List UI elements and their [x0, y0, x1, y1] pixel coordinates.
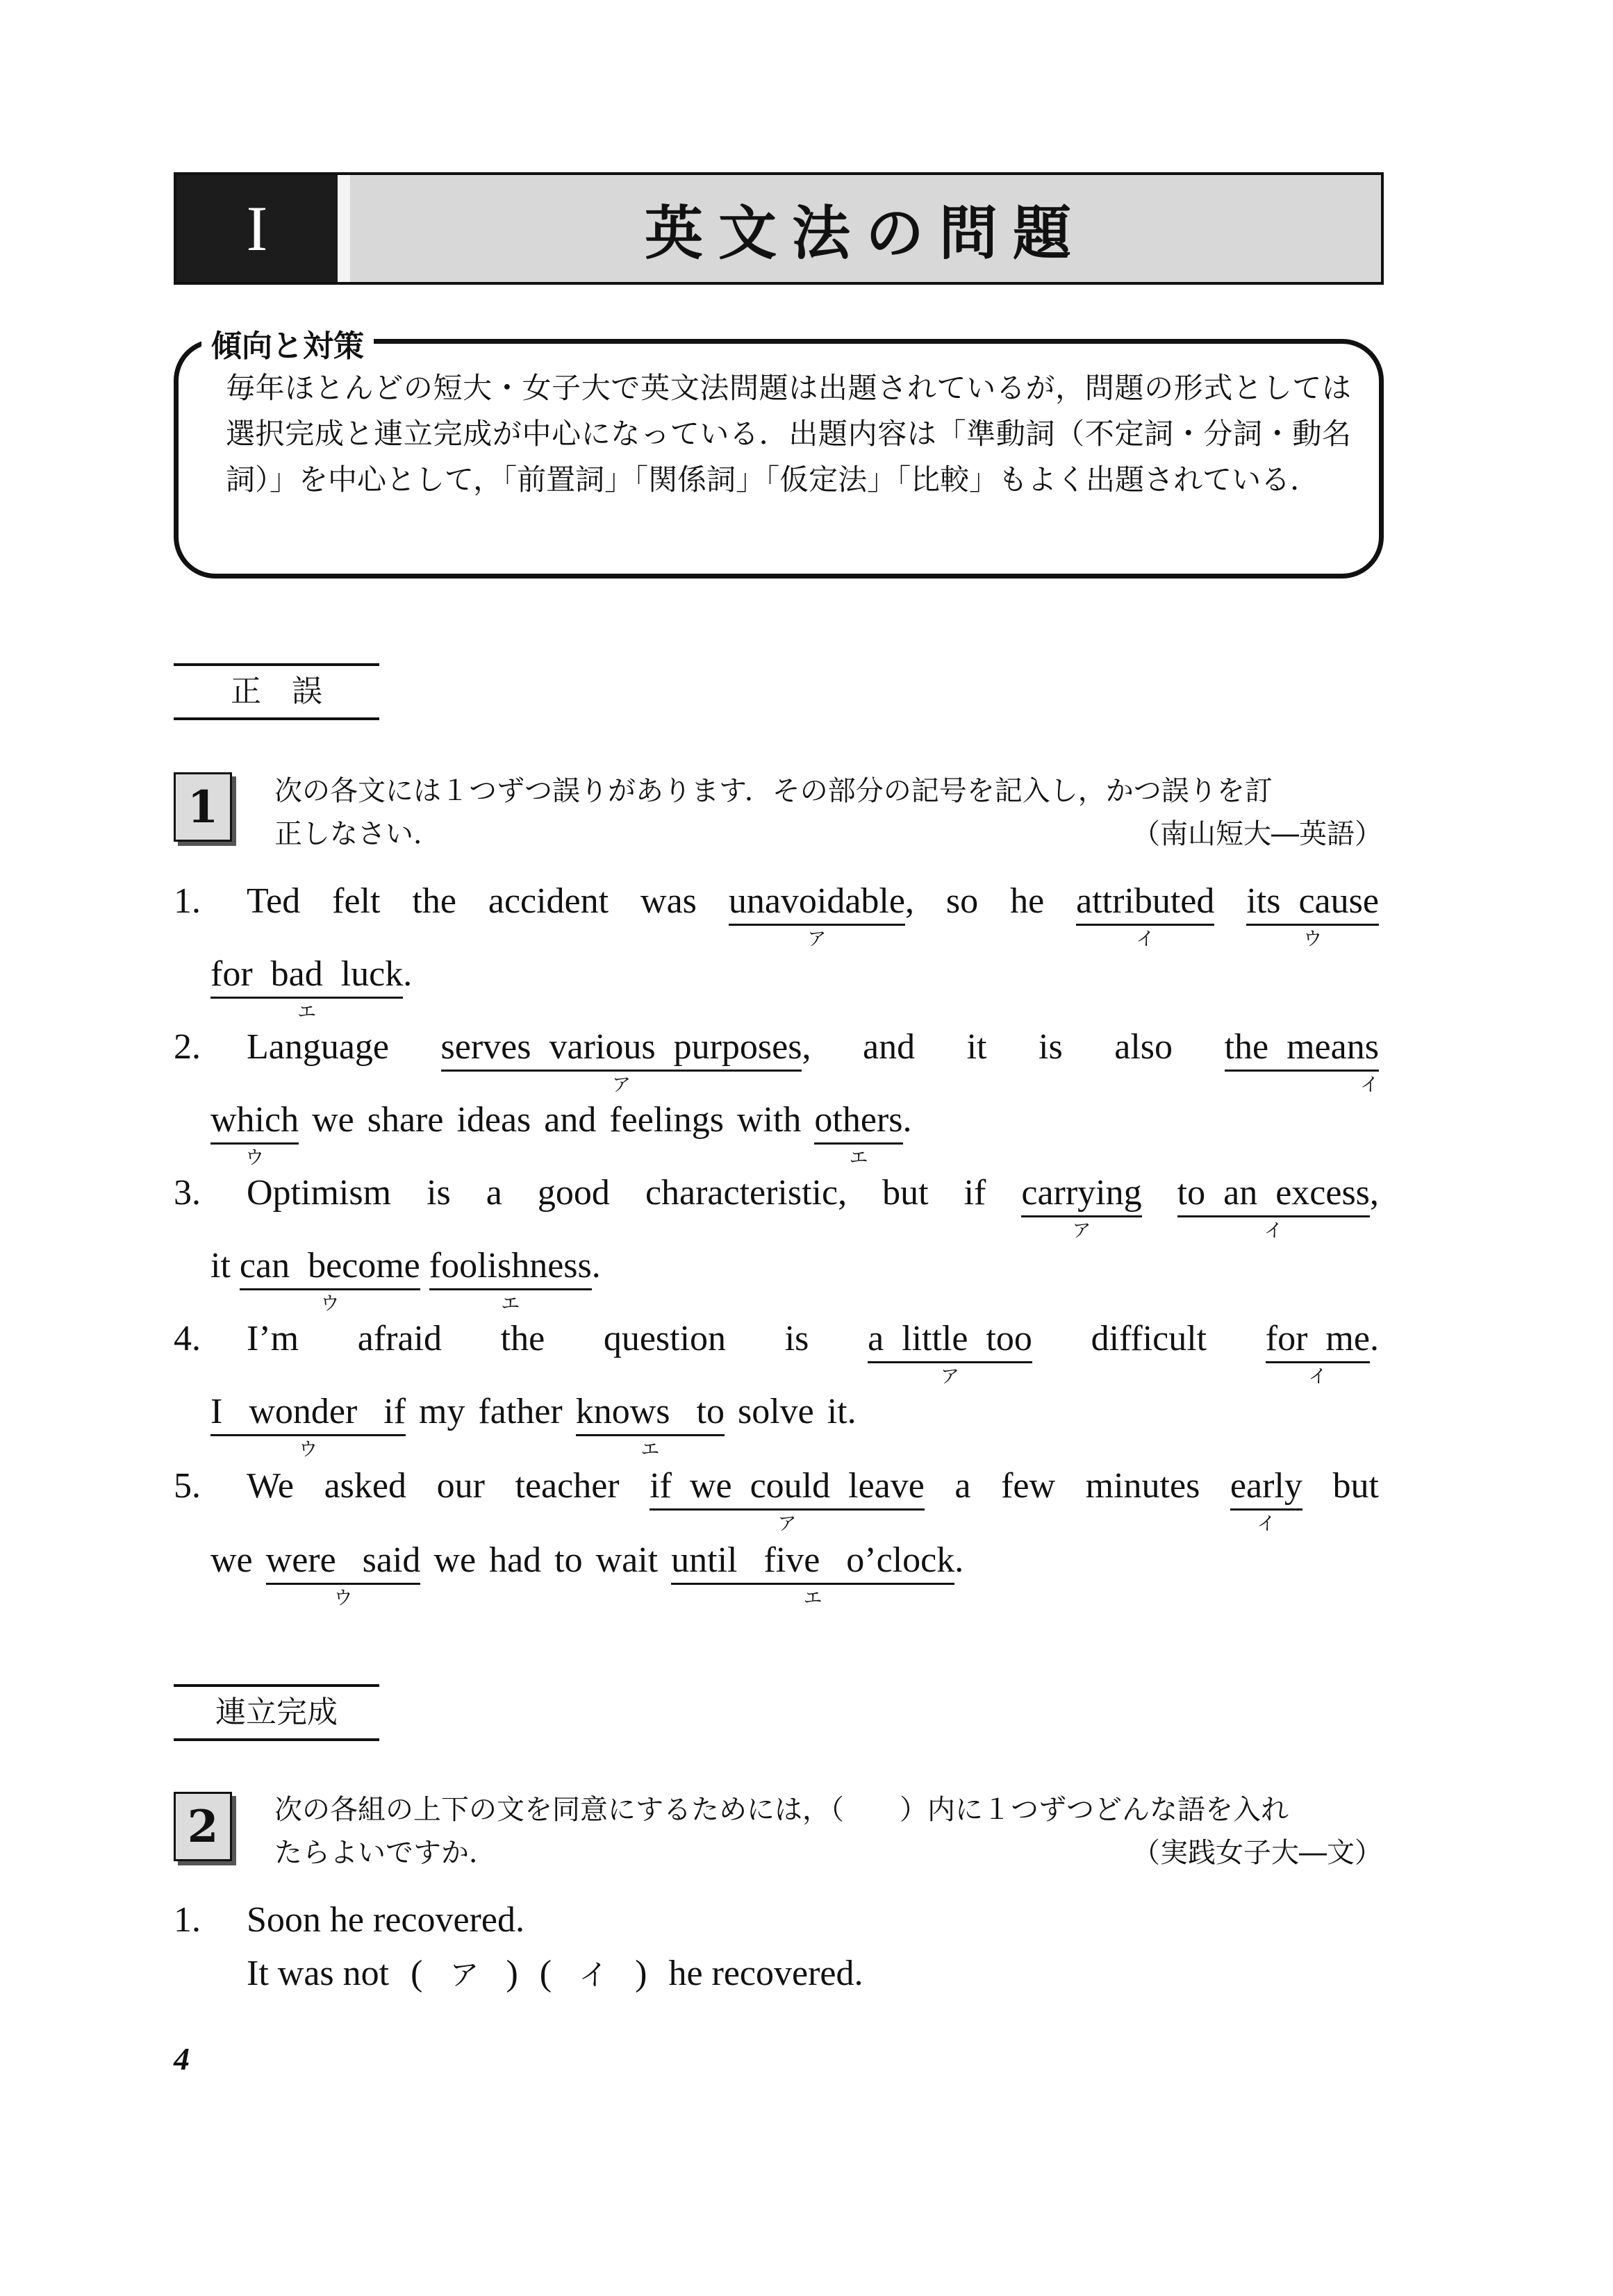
item-number: 1. — [174, 1900, 201, 1940]
option-marker: エ — [501, 1293, 520, 1315]
option-marker: イ — [1308, 1366, 1327, 1388]
tendency-heading: 傾向と対策 — [201, 321, 374, 365]
underlined-option: if we could leave ア — [650, 1466, 925, 1535]
question-source: （実践女子大―文） — [1132, 1837, 1382, 1869]
instruction-line: 次の各組の上下の文を同意にするためには，（ ）内に１つずつどんな語を入れ — [274, 1794, 1289, 1826]
word: is — [1039, 1027, 1063, 1067]
word: minutes — [1085, 1466, 1200, 1506]
sentence-line: for bad luck エ . — [210, 954, 413, 1023]
word: Ted — [247, 881, 301, 921]
underlined-option: unavoidable ア — [728, 881, 905, 950]
underlined-option: until five o’clock エ — [671, 1540, 955, 1609]
word: We — [247, 1466, 294, 1506]
instruction-line: 次の各文には１つずつ誤りがあります．その部分の記号を記入し，かつ誤りを訂 — [274, 775, 1273, 807]
option-marker: イ — [1359, 1074, 1379, 1096]
underlined-option: were said ウ — [265, 1540, 421, 1609]
sentence-line: 3. Optimism is a good characteristic, but if carrying ア to an excess イ , — [174, 1173, 1379, 1242]
option-marker: ウ — [320, 1293, 340, 1315]
question-number: 2 — [187, 1800, 219, 1853]
sentence-line: which ウ we share ideas and feelings with others エ . — [210, 1100, 912, 1169]
option-marker: イ — [1257, 1513, 1276, 1535]
underlined-option: foolishness エ — [429, 1246, 592, 1315]
underlined-option: others エ — [814, 1100, 903, 1169]
option-marker: ウ — [1303, 929, 1323, 950]
word: if — [963, 1173, 986, 1213]
underlined-option: can become ウ — [239, 1246, 420, 1315]
underlined-option: its cause ウ — [1246, 881, 1379, 950]
word: a — [954, 1466, 971, 1506]
word: accident — [488, 881, 609, 921]
chapter-number: I — [176, 175, 338, 282]
word: our — [436, 1466, 485, 1506]
word: also — [1114, 1027, 1173, 1067]
option-marker: ア — [807, 929, 827, 950]
word: but — [882, 1173, 929, 1213]
page-number: 4 — [174, 2041, 190, 2077]
word: characteristic, — [645, 1173, 847, 1213]
word: Optimism — [247, 1173, 392, 1213]
underlined-option: attributed イ — [1076, 881, 1215, 950]
blank-label: ア — [449, 1958, 479, 1992]
banner-divider — [338, 175, 350, 282]
sentence-line: 4. I’m afraid the question is a little too ア difficult for me イ . — [174, 1319, 1379, 1388]
section-title-paired-sentences: 連立完成 — [174, 1684, 379, 1741]
underlined-option: a little too ア — [868, 1319, 1032, 1388]
word: a — [486, 1173, 502, 1213]
word: afraid — [357, 1319, 442, 1358]
underlined-option: for me イ — [1265, 1319, 1370, 1388]
word: is — [427, 1173, 451, 1213]
word: was — [640, 881, 697, 921]
word: the — [500, 1319, 545, 1358]
item-number: 4. — [174, 1319, 201, 1358]
sentence-line: 1. Ted felt the accident was unavoidable ア , so he attributed イ its cause ウ — [174, 881, 1379, 950]
option-marker: エ — [849, 1147, 868, 1169]
underlined-option: knows to エ — [575, 1392, 725, 1461]
sentence-line: 1. Soon he recovered. — [174, 1900, 524, 1940]
word: he — [1010, 881, 1045, 921]
word: so — [945, 881, 979, 921]
question-instruction — [274, 1788, 1382, 1874]
word: difficult — [1091, 1319, 1207, 1358]
option-marker: ア — [612, 1074, 631, 1096]
word: teacher — [515, 1466, 620, 1506]
underlined-option: the means イ — [1224, 1027, 1379, 1096]
option-marker: ア — [1072, 1220, 1091, 1242]
word: I’m — [247, 1319, 299, 1358]
option-marker: イ — [1264, 1220, 1283, 1242]
question-instruction — [274, 770, 1382, 856]
word: felt — [332, 881, 381, 921]
question-number: 1 — [187, 781, 219, 833]
item-number: 1. — [174, 881, 201, 921]
item-number: 3. — [174, 1173, 201, 1213]
sentence-line: It was not ( ア ) ( イ ) he recovered. — [247, 1953, 863, 1996]
sentence-line — [174, 1465, 1379, 1535]
word: asked — [324, 1466, 406, 1506]
chapter-title: 英文法の問題 — [644, 199, 1086, 267]
sentence-line: we were said ウ we had to wait until five o’clock エ . — [210, 1540, 964, 1609]
option-marker: ア — [777, 1513, 797, 1535]
word: is — [784, 1319, 809, 1358]
chapter-banner — [174, 172, 1384, 285]
question-number-box — [174, 1792, 232, 1861]
underlined-option: early イ — [1230, 1466, 1302, 1535]
option-marker: ウ — [333, 1588, 353, 1609]
word: good — [537, 1173, 610, 1213]
option-marker: エ — [640, 1439, 660, 1461]
word: it — [966, 1027, 987, 1067]
item-number: 5. — [174, 1466, 201, 1506]
word: question — [603, 1319, 727, 1358]
option-marker: ア — [940, 1366, 959, 1388]
question-number-box — [174, 772, 232, 842]
option-marker: エ — [297, 1001, 317, 1023]
underlined-option: which ウ — [210, 1100, 299, 1169]
word: Language — [247, 1027, 390, 1067]
option-marker: イ — [1136, 929, 1155, 950]
underlined-option: I wonder if ウ — [210, 1392, 406, 1461]
word: but — [1332, 1466, 1379, 1506]
instruction-line: 正しなさい． — [274, 818, 441, 850]
item-number: 2. — [174, 1027, 201, 1067]
word: the — [412, 881, 456, 921]
underlined-option: to an excess イ — [1177, 1173, 1370, 1242]
word: few — [1001, 1466, 1056, 1506]
instruction-line: たらよいですか． — [274, 1837, 497, 1869]
underlined-option: carrying ア — [1021, 1173, 1142, 1242]
underlined-option: serves various purposes ア — [440, 1027, 802, 1096]
option-marker: ウ — [299, 1439, 318, 1461]
option-marker: ウ — [245, 1147, 265, 1169]
sentence-line: I wonder if ウ my father knows to エ solve it. — [210, 1392, 857, 1461]
blank-label: イ — [579, 1958, 609, 1992]
section-title-errors: 正 誤 — [174, 663, 379, 720]
question-source: （南山短大―英語） — [1132, 818, 1382, 850]
word: and — [862, 1027, 916, 1067]
underlined-option: for bad luck エ — [210, 954, 404, 1023]
sentence-line: it can become ウ foolishness エ . — [210, 1246, 601, 1315]
tendency-text: 毎年ほとんどの短大・女子大で英文法問題は出題されているが，問題の形式としては選択完成と連立完成が中心になっている．出題内容は「準動詞（不定詞・分詞・動名詞）」を中心として，「前置詞」「関係詞」「仮定法」「比較」もよく出題されている． — [226, 371, 1351, 497]
option-marker: エ — [803, 1588, 822, 1609]
sentence-line: 2. Language serves various purposes ア , and it is also the means イ — [174, 1027, 1379, 1096]
